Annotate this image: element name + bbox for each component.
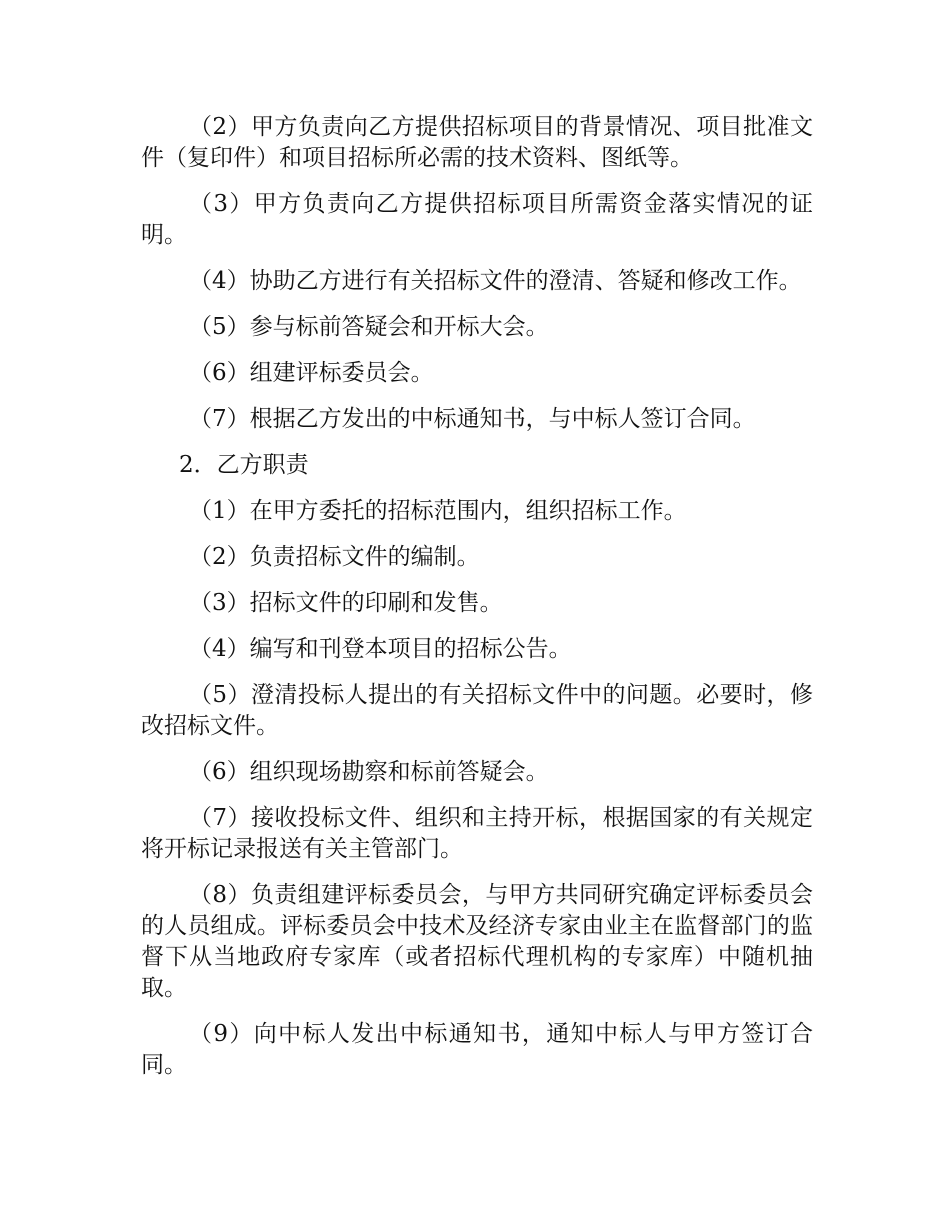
party-a-clause-5: （5）参与标前答疑会和开标大会。 (189, 314, 549, 340)
party-b-clause-8: （8）负责组建评标委员会，与甲方共同研究确定评标委员会的人员组成。评标委员会中技术及经济专家由业主在监督部门的监督下从当地政府专家库（或者招标代理机构的专家库）中随机抽取。 (141, 882, 813, 1001)
party-b-clause-9: （9）向中标人发出中标通知书，通知中标人与甲方签订合同。 (141, 1021, 813, 1078)
party-a-clause-2: （2）甲方负责向乙方提供招标项目的背景情况、项目批准文件（复印件）和项目招标所必需的技术资料、图纸等。 (141, 114, 813, 171)
party-a-clause-3: （3）甲方负责向乙方提供招标项目所需资金落实情况的证明。 (141, 191, 813, 248)
party-b-clause-4: （4）编写和刊登本项目的招标公告。 (189, 636, 572, 662)
party-b-clause-2: （2）负责招标文件的编制。 (189, 544, 480, 570)
party-a-clause-4: （4）协助乙方进行有关招标文件的澄清、答疑和修改工作。 (189, 268, 802, 294)
party-b-clause-7: （7）接收投标文件、组织和主持开标，根据国家的有关规定将开标记录报送有关主管部门。 (141, 805, 813, 862)
party-b-clause-1: （1）在甲方委托的招标范围内，组织招标工作。 (189, 498, 687, 524)
party-a-clause-7: （7）根据乙方发出的中标通知书，与中标人签订合同。 (189, 406, 756, 432)
document-body (141, 112, 813, 1096)
party-b-clause-6: （6）组织现场勘察和标前答疑会。 (189, 759, 549, 785)
party-b-clause-3: （3）招标文件的印刷和发售。 (189, 590, 503, 616)
section-heading-party-b-duties: 2．乙方职责 (179, 452, 309, 478)
party-a-clause-6: （6）组建评标委员会。 (189, 360, 434, 386)
party-b-clause-5: （5）澄清投标人提出的有关招标文件中的问题。必要时，修改招标文件。 (141, 682, 813, 739)
